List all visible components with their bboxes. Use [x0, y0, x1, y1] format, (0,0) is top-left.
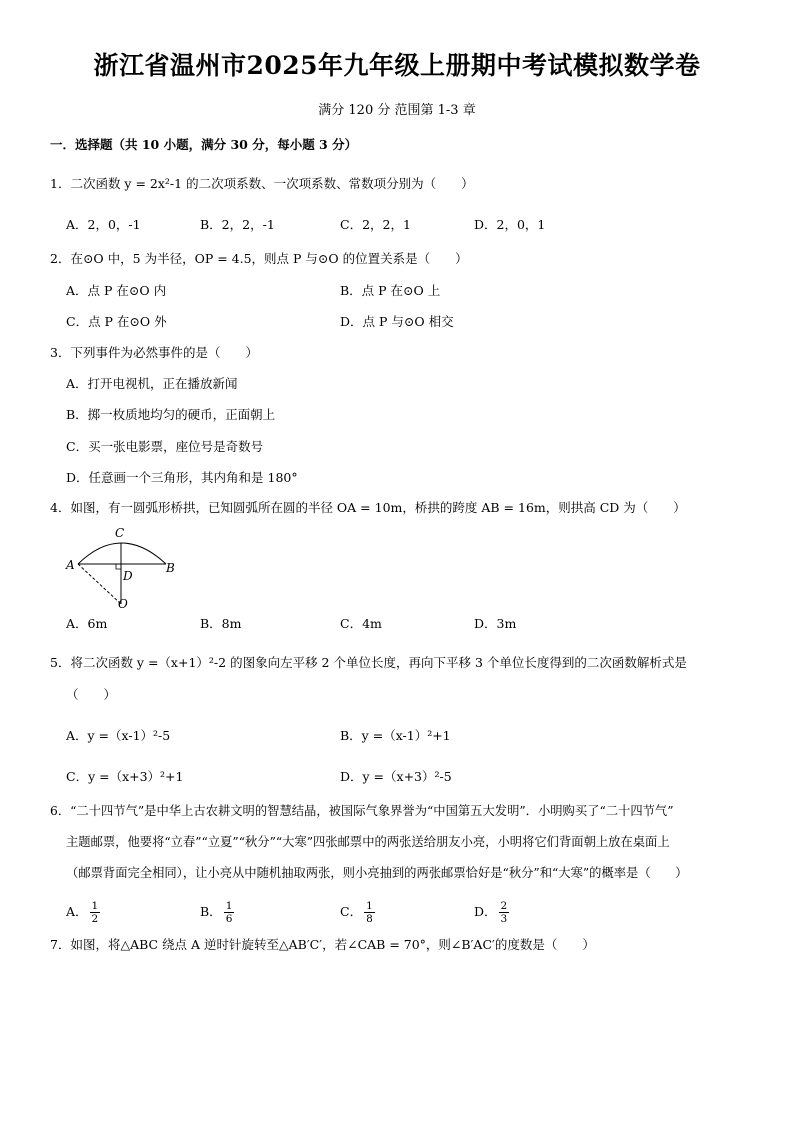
fraction	[90, 900, 101, 925]
question-6-option-c	[340, 898, 375, 926]
question-6-option-a	[66, 898, 100, 926]
question-6-stem-line-2: 主题邮票，他要将“立春”“立夏”“秋分”“大寒”四张邮票中的两张送给朋友小亮，小明将它们背面朝上放在桌面上	[66, 835, 670, 849]
question-6-option-b	[200, 898, 234, 926]
numerator: 1	[91, 900, 99, 912]
question-2-stem: 2．在⊙O 中，5 为半径，OP = 4.5，则点 P 与⊙O 的位置关系是（ ）	[50, 251, 468, 266]
label-o: O	[118, 597, 128, 611]
question-3-stem: 3．下列事件为必然事件的是（ ）	[50, 345, 258, 360]
option-letter: B．	[200, 904, 222, 919]
question-6-stem-line-3: （邮票背面完全相同），让小亮从中随机抽取两张，则小亮抽到的两张邮票恰好是“秋分”和“大寒”的概率是（ ）	[66, 866, 688, 880]
question-2-option-c: C．点 P 在⊙O 外	[66, 314, 167, 329]
numerator: 2	[500, 900, 508, 912]
segment-ao	[78, 564, 121, 604]
fraction	[364, 900, 375, 925]
numerator: 1	[225, 900, 233, 912]
question-5-option-d: D．y =（x+3）²-5	[340, 769, 452, 784]
question-1-option-c: C．2，2，1	[340, 217, 411, 232]
question-3-option-d: D．任意画一个三角形，其内角和是 180°	[66, 470, 298, 485]
page-title: 浙江省温州市2025年九年级上册期中考试模拟数学卷	[93, 51, 701, 80]
label-d: D	[123, 569, 133, 583]
question-4-stem: 4．如图，有一圆弧形桥拱，已知圆弧所在圆的半径 OA = 10m，桥拱的跨度 AB = 16m，则拱高 CD 为（ ）	[50, 500, 686, 515]
question-2-option-d: D．点 P 与⊙O 相交	[340, 314, 454, 329]
label-c: C	[115, 526, 125, 540]
right-angle-mark	[116, 564, 121, 569]
option-letter: D．	[474, 904, 497, 919]
bridge-arch-figure	[62, 524, 177, 612]
question-4-option-c: C．4m	[340, 616, 382, 631]
fraction	[499, 900, 510, 925]
question-1-option-b: B．2，2，-1	[200, 217, 275, 232]
question-5-stem: 5．将二次函数 y =（x+1）²-2 的图象向左平移 2 个单位长度，再向下平移 3 个单位长度得到的二次函数解析式是	[50, 655, 687, 670]
question-6-option-d	[474, 898, 509, 926]
option-letter: A．	[66, 904, 88, 919]
question-4-option-a: A．6m	[66, 616, 108, 631]
denominator: 3	[500, 913, 508, 925]
label-a: A	[66, 558, 75, 572]
question-4-option-d: D．3m	[474, 616, 517, 631]
question-5-option-c: C．y =（x+3）²+1	[66, 769, 184, 784]
denominator: 8	[366, 913, 373, 925]
arch-arc	[78, 543, 166, 564]
page-subtitle: 满分 120 分 范围第 1-3 章	[318, 103, 476, 118]
numerator: 1	[366, 900, 373, 912]
question-4-option-b: B．8m	[200, 616, 242, 631]
question-6-stem-line-1: 6．“二十四节气”是中华上古农耕文明的智慧结晶，被国际气象界誉为“中国第五大发明”．小明购买了“二十四节气”	[50, 804, 674, 818]
denominator: 6	[225, 913, 233, 925]
question-2-option-a: A．点 P 在⊙O 内	[66, 283, 167, 298]
question-7-stem: 7．如图，将△ABC 绕点 A 逆时针旋转至△AB′C′，若∠CAB = 70°，则∠B′AC′的度数是（ ）	[50, 937, 595, 952]
label-b: B	[166, 561, 175, 575]
question-1-stem: 1．二次函数 y = 2x²-1 的二次项系数、一次项系数、常数项分别为（ ）	[50, 176, 474, 191]
option-letter: C．	[340, 904, 363, 919]
question-2-option-b: B．点 P 在⊙O 上	[340, 283, 441, 298]
question-5-stem-continued: （ ）	[66, 687, 117, 702]
question-3-option-a: A．打开电视机，正在播放新闻	[66, 376, 238, 391]
question-1-option-d: D．2，0，1	[474, 217, 546, 232]
question-5-option-a: A．y =（x-1）²-5	[66, 728, 171, 743]
question-3-option-c: C．买一张电影票，座位号是奇数号	[66, 439, 264, 454]
question-5-option-b: B．y =（x-1）²+1	[340, 728, 451, 743]
question-3-option-b: B．掷一枚质地均匀的硬币，正面朝上	[66, 407, 276, 422]
question-1-option-a: A．2，0，-1	[66, 217, 141, 232]
denominator: 2	[91, 913, 99, 925]
fraction	[224, 900, 235, 925]
section-heading: 一．选择题（共 10 小题，满分 30 分，每小题 3 分）	[50, 137, 358, 152]
